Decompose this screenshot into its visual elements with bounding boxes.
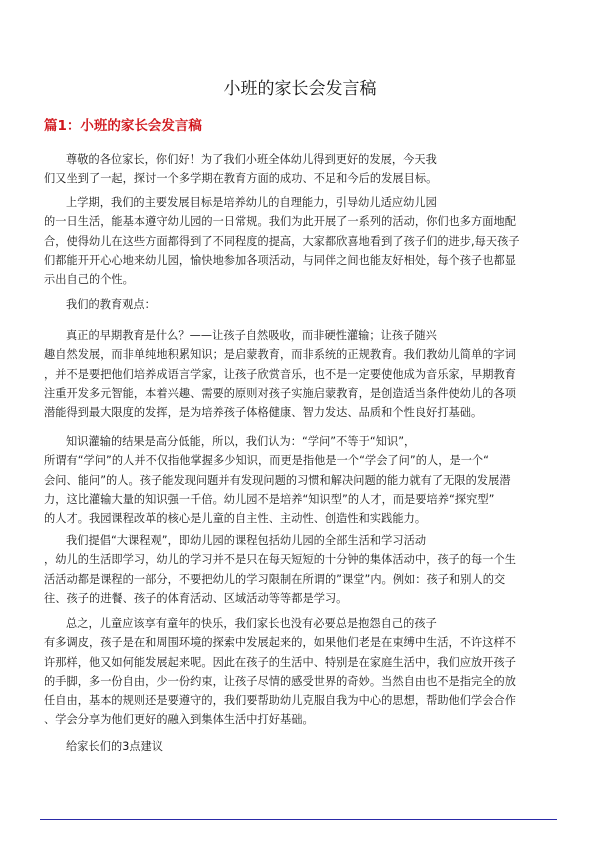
text-line: 们又坐到了一起，探讨一个多学期在教育方面的成功、不足和今后的发展目标。 <box>44 172 438 186</box>
text-line: 许那样，他又如何能发展起来呢。因此在孩子的生活中、特别是在家庭生活中，我们应放开孩子 <box>44 655 516 669</box>
text-line: ，并不是要把他们培养成语言学家，让孩子欣赏音乐，也不是一定要使他成为音乐家，早期教育 <box>44 367 516 381</box>
text-line: 知识灌输的结果是高分低能，所以，我们认为：“学问”不等于“知识”， <box>66 435 416 448</box>
text-line: 、学会分享为他们更好的融入到集体生活中打好基础。 <box>44 713 314 727</box>
text-line: 们都能开开心心地来幼儿园，愉快地参加各项活动，与同伴之间也能友好相处，每个孩子也都显 <box>44 253 516 267</box>
paragraph-greeting <box>44 150 558 189</box>
footer-divider <box>40 819 557 820</box>
text-line: 会问、能问”的人。孩子能发现问题并有发现问题的习惯和解决问题的能力就有了无限的发展潜 <box>44 473 511 487</box>
text-line: 给家长们的3点建议 <box>66 740 164 753</box>
text-line: 活活动都是课程的一部分，不要把幼儿的学习限制在所谓的”课堂”内。例如：孩子和别人的交 <box>44 572 506 586</box>
text-line: ，幼儿的生活即学习，幼儿的学习并不是只在每天短短的十分钟的集体活动中，孩子的每一个生 <box>44 553 516 567</box>
text-line: 尊敬的各位家长，你们好！为了我们小班全体幼儿得到更好的发展，今天我 <box>66 153 437 166</box>
paragraph-education-views-heading <box>44 295 558 314</box>
paragraph-early-education <box>44 326 558 422</box>
text-line: 我们提倡“大课程观”，即幼儿园的课程包括幼儿园的全部生活和学习活动 <box>66 534 427 547</box>
text-line: 的一日生活，能基本遵守幼儿园的一日常规。我们为此开展了一系列的活动，你们也多方面地配 <box>44 215 516 229</box>
text-line: 有多调皮，孩子是在和周围环境的探索中发展起来的，如果他们老是在束缚中生活，不许这样不 <box>44 636 516 650</box>
text-line: 任自由，基本的规则还是要遵守的，我们要帮助幼儿克服自我为中心的思想，帮助他们学会合作 <box>44 694 516 708</box>
text-line: 潜能得到最大限度的发挥，是为培养孩子体格健康、智力发达、品质和个性良好打基础。 <box>44 406 483 420</box>
paragraph-curriculum <box>44 531 558 608</box>
text-line: 真正的早期教育是什么？——让孩子自然吸收，而非硬性灌输；让孩子随兴 <box>66 329 437 342</box>
text-line: 趣自然发展，而非单纯地积累知识；是启蒙教育，而非系统的正规教育。我们教幼儿简单的字词 <box>44 348 516 362</box>
text-line: 的人才。我园课程改革的核心是儿童的自主性、主动性、创造性和实践能力。 <box>44 512 427 526</box>
text-line: 注重开发多元智能，本着兴趣、需要的原则对孩子实施启蒙教育，是创造适当条件使幼儿的各项 <box>44 386 516 400</box>
text-line: 的手脚，多一份自由，少一份约束，让孩子尽情的感受世界的奇妙。当然自由也不是指完全的放 <box>44 674 516 688</box>
paragraph-last-semester <box>44 193 558 289</box>
text-line: 示出自己的个性。 <box>44 273 134 287</box>
text-line: 上学期，我们的主要发展目标是培养幼儿的自理能力，引导幼儿适应幼儿园 <box>66 196 437 209</box>
text-line: 我们的教育观点： <box>66 298 156 311</box>
section-heading: 篇1：小班的家长会发言稿 <box>44 118 202 134</box>
paragraph-conclusion <box>44 614 558 730</box>
text-line: 总之，儿童应该享有童年的快乐，我们家长也没有必要总是抱怨自己的孩子 <box>66 617 437 630</box>
paragraph-suggestions-heading <box>44 737 558 756</box>
paragraph-knowledge <box>44 432 558 528</box>
text-line: 力，这比灌输大量的知识强一千倍。幼儿园不是培养“知识型”的人才，而是要培养“探究型” <box>44 492 495 506</box>
text-line: 合，使得幼儿在这些方面都得到了不同程度的提高，大家都欣喜地看到了孩子们的进步,每天孩子 <box>44 234 520 248</box>
document-title: 小班的家长会发言稿 <box>223 79 377 99</box>
text-line: 往、孩子的进餐、孩子的体育活动、区域活动等等都是学习。 <box>44 591 348 605</box>
text-line: 所谓有“学问”的人并不仅指他掌握多少知识，而更是指他是一个“学会了问”的人，是一个“ <box>44 454 490 468</box>
